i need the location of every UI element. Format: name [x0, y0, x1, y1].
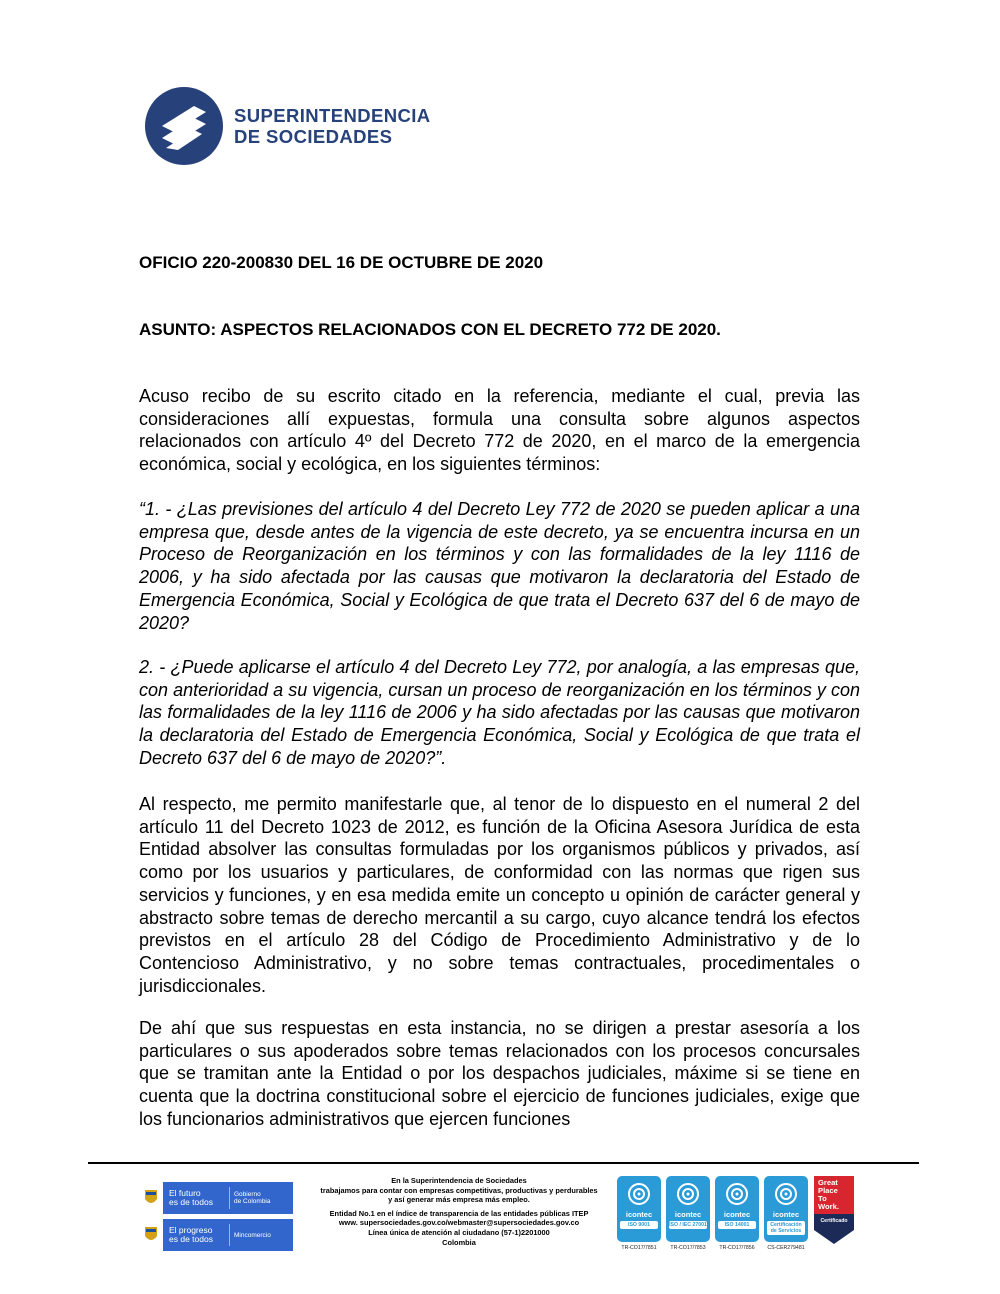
- paragraph-question-2: 2. - ¿Puede aplicarse el artículo 4 del Decreto Ley 772, por analogía, a las empresas que, con anterioridad a su vigencia, cursan un proceso de reorganización en los términos y con las formalidades de la ley 1116 de 2006 y ha sido afectadas por las causas que motivaron la declaratoria del Estado de Emergencia Económica, Social y Ecológica de que trata el Decreto 637 del 6 de mayo de 2020?”.: [139, 657, 860, 768]
- gov-badge-line2: es de todos: [169, 1234, 213, 1244]
- footer-line: Línea única de atención al ciudadano (57-1)2201000: [368, 1227, 550, 1237]
- icontec-icon: [774, 1182, 798, 1206]
- superintendencia-emblem-icon: [144, 86, 224, 166]
- cert-label: ISO 14001: [718, 1221, 756, 1229]
- cert-name: icontec: [625, 1210, 653, 1219]
- footer-line: www. supersociedades.gov.co/webmaster@supersociedades.gov.co: [338, 1218, 580, 1228]
- gptw-line: Great: [818, 1178, 838, 1187]
- gov-badge-futuro: [139, 1182, 293, 1214]
- gov-badge-progreso: [139, 1219, 293, 1251]
- paragraph-response: Al respecto, me permito manifestarle que, al tenor de lo dispuesto en el numeral 2 del artículo 11 del Decreto 1023 de 2012, es función de la Oficina Asesora Jurídica de esta Entidad absolver las consultas formuladas por los organismos públicos y privados, así como por los usuarios y particulares, de conformidad con las normas que rigen sus servicios y funciones, y en esa medida emite un concepto u opinión de carácter general y abstracto sobre temas de derecho mercantil a su cargo, cuyo alcance tendrá los efectos previstos en el artículo 28 del Código de Procedimiento Administrativo y de lo Contencioso Administrativo, y no sobre temas contractuales, procedimentales o jurisdiccionales.: [139, 794, 860, 996]
- superintendencia-logo: [144, 86, 431, 166]
- gov-badge-line2: es de todos: [169, 1197, 213, 1207]
- document-title: OFICIO 220-200830 DEL 16 DE OCTUBRE DE 2020: [139, 253, 544, 272]
- cert-code: TR-CO17/7851: [621, 1245, 657, 1251]
- cert-iso-27001: [666, 1176, 710, 1251]
- gov-badge-line1: El futuro: [169, 1188, 201, 1198]
- gptw-line: Work.: [818, 1202, 839, 1211]
- paragraph-intro: Acuso recibo de su escrito citado en la referencia, mediante el cual, previa las consideraciones allí expuestas, formula una consulta sobre algunos aspectos relacionados con artículo 4º del Decreto 772 de 2020, en el marco de la emergencia económica, social y ecológica, en los siguientes términos:: [139, 386, 860, 475]
- paragraph-question-1: “1. - ¿Las previsiones del artículo 4 del Decreto Ley 772 de 2020 se pueden aplicar a una empresa que, desde antes de la vigencia de este decreto, ya se encuentra incursa en un Proceso de Reorganización en los términos y con las formalidades de la ley 1116 de 2006, y ha sido afectada por las causas que motivaron la declaratoria del Estado de Emergencia Económica, Social y Ecológica de que trata el Decreto 637 del 6 de mayo de 2020?: [139, 499, 860, 633]
- icontec-icon: [676, 1182, 700, 1206]
- gov-badge-line1: El progreso: [169, 1225, 213, 1235]
- great-place-to-work-badge: [814, 1176, 854, 1244]
- cert-label: ISO / IEC 27001: [669, 1222, 707, 1228]
- cert-code: CS-CER279481: [767, 1245, 805, 1251]
- footer-line: En la Superintendencia de Sociedades: [391, 1176, 527, 1185]
- cert-code: TR-CO17/7853: [670, 1245, 706, 1251]
- icontec-icon: [725, 1182, 749, 1206]
- colombia-shield-icon: [139, 1182, 163, 1214]
- gptw-line: Place: [818, 1186, 838, 1195]
- footer-line: Colombia: [442, 1237, 476, 1247]
- footer-line: trabajamos para contar con empresas competitivas, productivas y perdurables: [320, 1185, 598, 1195]
- logo-line-2: DE SOCIEDADES: [234, 126, 393, 147]
- colombia-shield-icon: [139, 1219, 163, 1251]
- gptw-line: To: [818, 1194, 827, 1203]
- cert-iso-14001: [715, 1176, 759, 1251]
- cert-iso-9001: [617, 1176, 661, 1251]
- logo-line-1: SUPERINTENDENCIA: [234, 105, 431, 126]
- paragraph-continuation: De ahí que sus respuestas en esta instancia, no se dirigen a prestar asesoría a los particulares o sus apoderados sobre temas relacionados con los procesos concursales que se tramitan ante la Entidad o por los despachos judiciales, máxime si se tiene en cuenta que la doctrina constitucional sobre el ejercicio de funciones judiciales, exige que los funcionarios administrativos que ejercen funciones: [139, 1018, 860, 1129]
- document-subject: ASUNTO: ASPECTOS RELACIONADOS CON EL DECRETO 772 DE 2020.: [139, 320, 721, 339]
- cert-label: ISO 9001: [620, 1221, 658, 1229]
- cert-label: Certificación de Servicios: [767, 1221, 805, 1235]
- gov-badge-sub1: Mincomercio: [234, 1231, 271, 1239]
- gov-badge-sub2: de Colombia: [234, 1198, 271, 1205]
- cert-name: icontec: [674, 1210, 702, 1219]
- footer-divider: [88, 1162, 919, 1164]
- gptw-certificado: Certificado: [820, 1218, 848, 1224]
- cert-name: icontec: [723, 1210, 751, 1219]
- gov-badge-sub1: Gobierno: [234, 1191, 261, 1198]
- cert-servicios: [764, 1176, 808, 1251]
- icontec-icon: [627, 1182, 651, 1206]
- cert-code: TR-CO17/7856: [719, 1245, 755, 1251]
- cert-name: icontec: [772, 1210, 800, 1219]
- footer-line: Entidad No.1 en el índice de transparencia de las entidades públicas ITEP: [329, 1208, 589, 1218]
- footer-line: y así generar más empresa más empleo.: [388, 1195, 530, 1205]
- footer-info: [304, 1176, 614, 1247]
